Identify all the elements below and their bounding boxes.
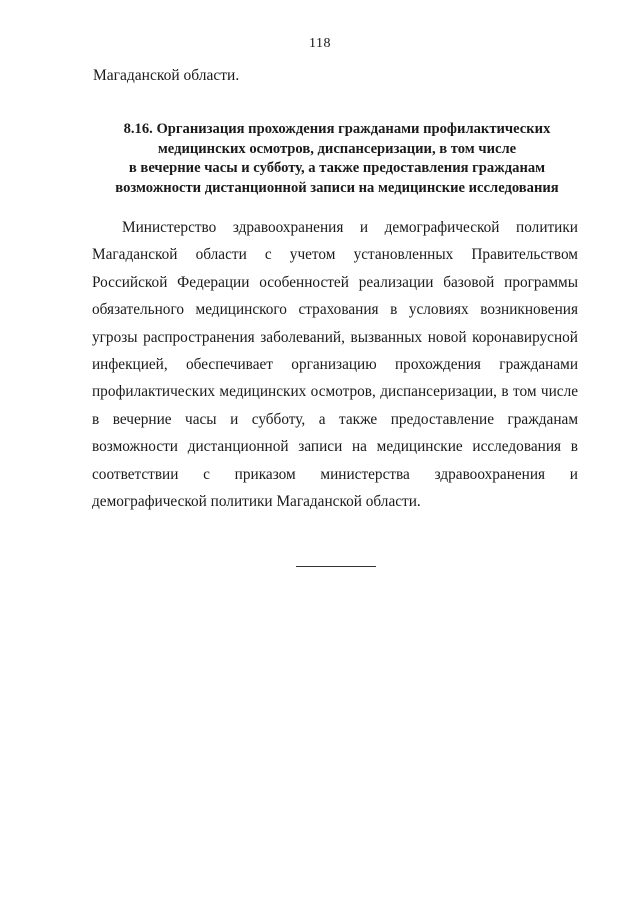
body-line: Магаданской области с учетом установленных Правительством bbox=[92, 246, 578, 264]
section-heading-line: 8.16. Организация прохождения гражданами профилактических bbox=[123, 121, 551, 137]
body-line: в вечерние часы и субботу, а также предоставление гражданам bbox=[92, 410, 578, 428]
body-line: возможности дистанционной записи на медицинские исследования в bbox=[92, 438, 578, 456]
continuation-text: Магаданской области. bbox=[93, 67, 240, 84]
body-line: обязательного медицинского страхования в условиях возникновения bbox=[92, 301, 578, 319]
section-heading bbox=[90, 120, 584, 198]
section-heading-line: медицинских осмотров, диспансеризации, в том числе bbox=[157, 140, 517, 157]
page-number: 118 bbox=[309, 36, 331, 51]
body-line: инфекцией, обеспечивает организацию прохождения гражданами bbox=[92, 355, 578, 373]
body-line: Российской Федерации особенностей реализации базовой программы bbox=[92, 273, 578, 291]
section-heading-line: возможности дистанционной записи на медицинские исследования bbox=[115, 179, 559, 196]
body-line: профилактических медицинских осмотров, диспансеризации, в том числе bbox=[92, 383, 578, 401]
section-heading-line: в вечерние часы и субботу, а также предоставления гражданам bbox=[128, 160, 546, 176]
body-line: демографической политики Магаданской области. bbox=[92, 492, 421, 510]
body-line: угрозы распространения заболеваний, вызванных новой коронавирусной bbox=[92, 328, 578, 346]
body-paragraph bbox=[92, 214, 578, 515]
body-line: соответствии с приказом министерства здравоохранения и bbox=[92, 465, 578, 483]
end-divider bbox=[296, 566, 376, 567]
body-line: Министерство здравоохранения и демографической политики bbox=[122, 219, 578, 236]
